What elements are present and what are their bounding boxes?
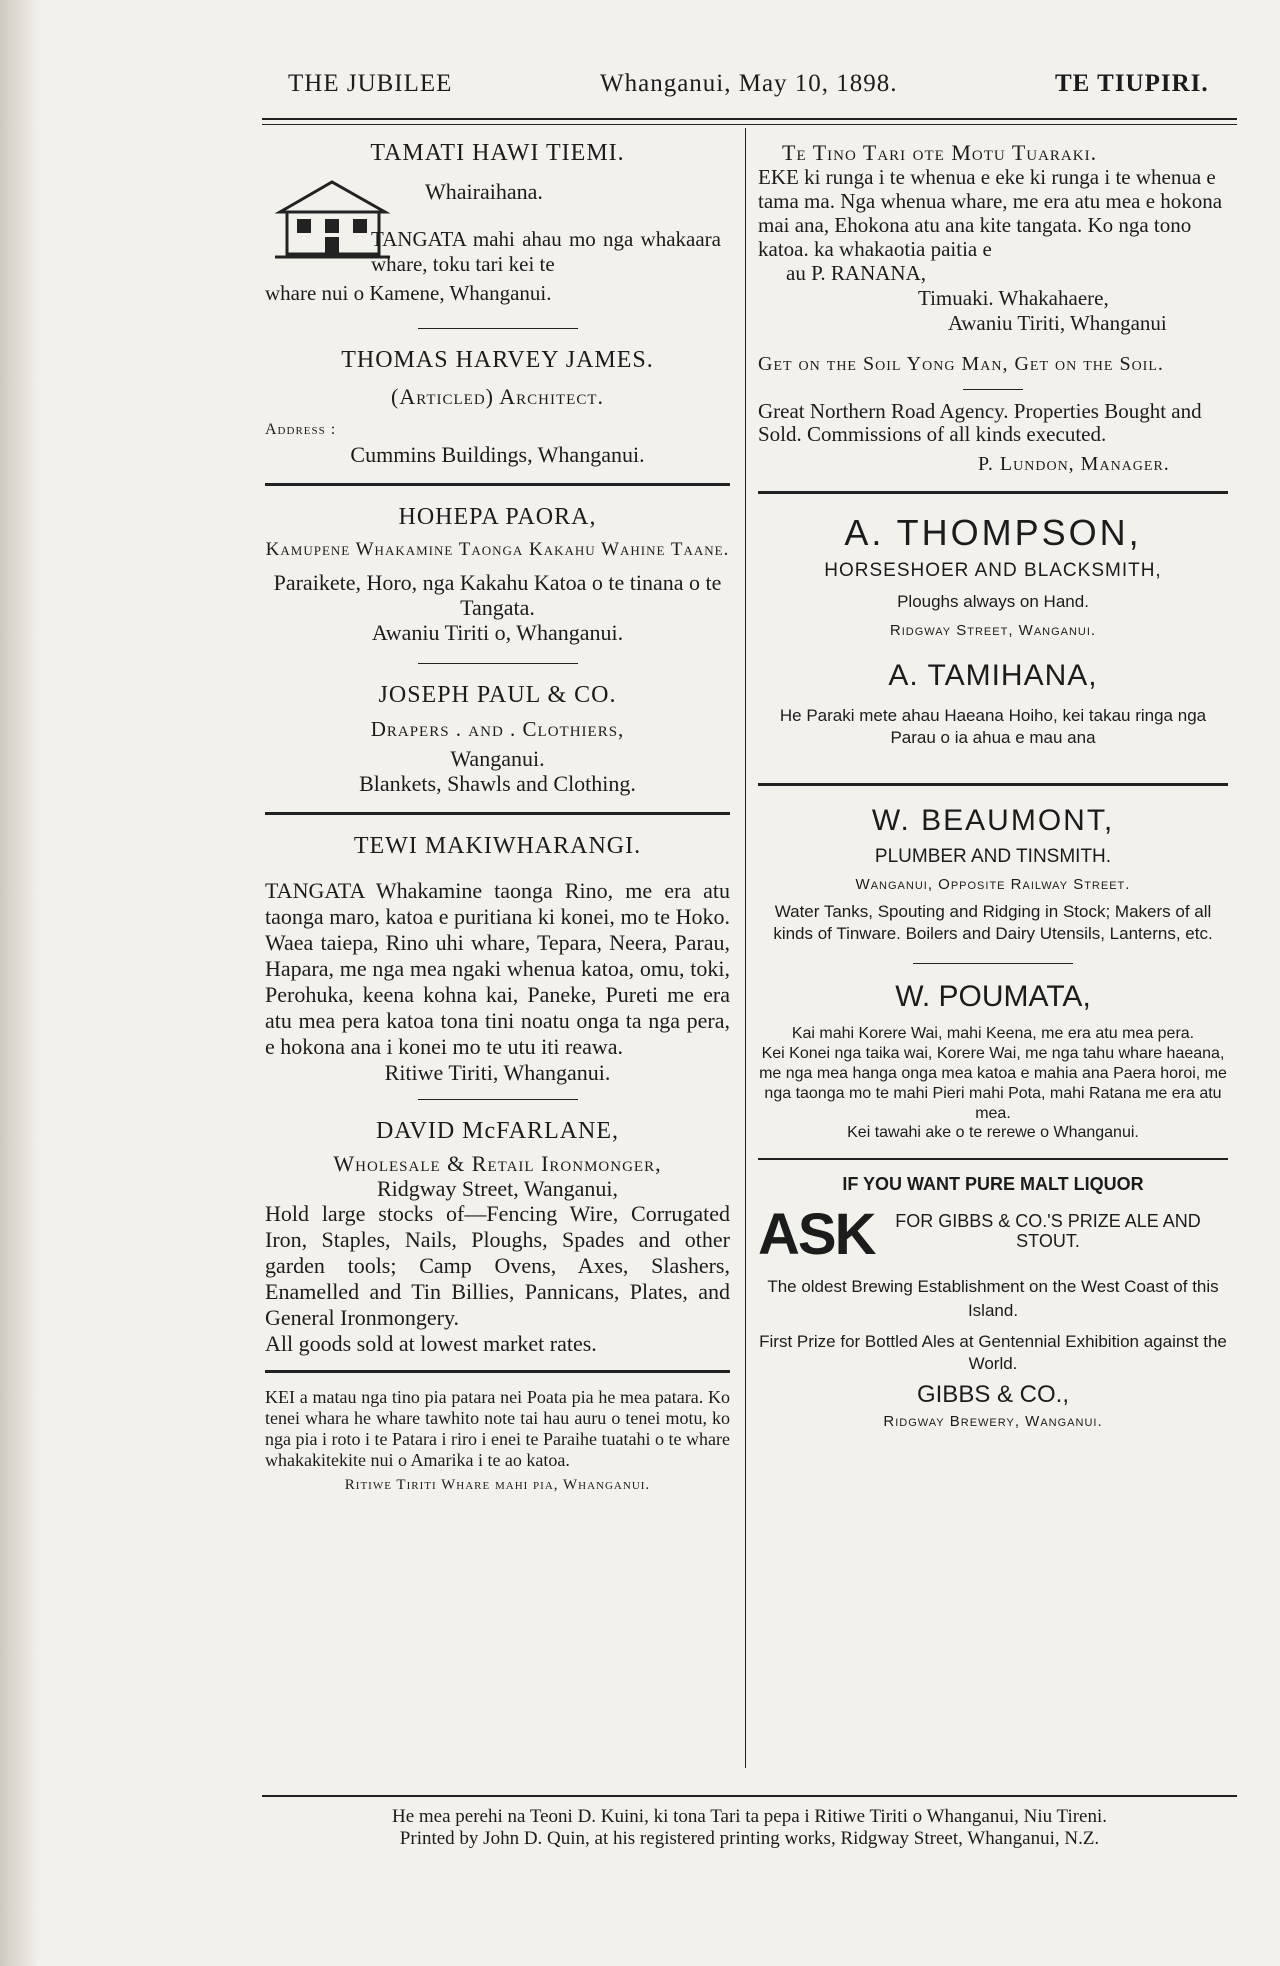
ad-title: Get on the Soil Yong Man, Get on the Soil. <box>758 353 1164 375</box>
ad-footer: All goods sold at lowest market rates. <box>265 1331 597 1356</box>
ad-title: W. POUMATA, <box>895 980 1091 1013</box>
right-column <box>758 140 1228 1430</box>
ad-body-2: au P. RANANA, <box>786 261 927 285</box>
ad-kei <box>265 1387 730 1494</box>
ad-te-tino-tari <box>758 140 1228 336</box>
ad-location: Whairaihana. <box>425 179 543 204</box>
ad-title: DAVID McFARLANE, <box>375 1118 620 1144</box>
ad-body: Water Tanks, Spouting and Ridging in Stock; Makers of all kinds of Tinware. Boilers and Dairy Utensils, Lanterns, etc. <box>773 902 1213 943</box>
imprint-line-2: Printed by John D. Quin, at his registered printing works, Ridgway Street, Whanganui, N.Z. <box>399 1828 1100 1849</box>
ad-body: Kai mahi Korere Wai, mahi Keena, me era atu mea pera. <box>791 1025 1195 1042</box>
ad-signature: P. Lundon, Manager. <box>978 453 1170 475</box>
ad-thompson <box>758 512 1228 639</box>
ad-title: A. THOMPSON, <box>844 512 1142 553</box>
ad-address: Wanganui, Opposite Railway Street. <box>855 876 1131 893</box>
ad-address: Awaniu Tiriti o, Whanganui. <box>371 620 624 645</box>
ad-tewi <box>265 833 730 1085</box>
masthead-title: THE JUBILEE <box>288 70 453 97</box>
ad-address: Ritiwe Tiriti, Whanganui. <box>384 1060 611 1085</box>
ad-joseph-paul <box>265 682 730 796</box>
ad-offer: FOR GIBBS & CO.'S PRIZE ALE AND STOUT. <box>895 1211 1201 1251</box>
ad-title: JOSEPH PAUL & CO. <box>378 682 617 708</box>
ad-get-on-soil <box>758 352 1228 477</box>
ad-address: Ridgway Street, Wanganui. <box>889 622 1097 639</box>
ad-body: He Paraki mete ahau Haeana Hoiho, kei takau ringa nga Parau o ia ahua e mau ana <box>779 706 1207 747</box>
ad-body: Paraikete, Horo, nga Kakahu Katoa o te tinana o te Tangata. <box>273 570 722 620</box>
ad-title: THOMAS HARVEY JAMES. <box>341 347 654 373</box>
ad-hohepa <box>265 504 730 645</box>
ad-body: Great Northern Road Agency. Properties Bought and Sold. Commissions of all kinds executed. <box>758 399 1202 446</box>
ad-subtitle: PLUMBER AND TINSMITH. <box>874 846 1112 867</box>
masthead-date: Whanganui, May 10, 1898. <box>600 70 898 97</box>
header-rule <box>262 118 1237 120</box>
ad-subtitle: Wholesale & Retail Ironmonger, <box>333 1151 662 1176</box>
ad-body: TANGATA Whakamine taonga Rino, me era atu taonga maro, katoa e puritiana ki konei, mo te Hoko. Waea taiepa, Rino uhi whare, Tepara, Neera, Parau, Hapara, me nga mea ngaki whenua katoa, omu, toki, Perohuka, keena kohna kai, Paneke, Pureti me era atu mea pera katoa tona tini noatu onga ta nga pera, e hokona ana i konei mo te utu iti reawa. <box>265 878 730 1059</box>
ad-title: A. TAMIHANA, <box>888 659 1098 692</box>
ad-ask: ASK <box>758 1202 875 1267</box>
imprint-line-1: He mea perehi na Teoni D. Kuini, ki tona Tari ta pepa i Ritiwe Tiriti o Whanganui, Niu Tireni. <box>391 1806 1108 1827</box>
ad-title: TAMATI HAWI TIEMI. <box>370 140 625 166</box>
ad-body: Hold large stocks of—Fencing Wire, Corrugated Iron, Staples, Nails, Ploughs, Spades and other garden tools; Camp Ovens, Axes, Slashers, Enamelled and Tin Billies, Pannicans, Plates, and General Ironmongery. <box>265 1201 730 1330</box>
left-column <box>265 140 730 1494</box>
ad-subtitle: Drapers . and . Clothiers, <box>370 717 625 741</box>
ad-mcfarlane <box>265 1118 730 1356</box>
masthead-page: TE TIUPIRI. <box>1055 70 1209 97</box>
column-divider <box>745 128 746 1768</box>
ad-address: Ridgway Street, Wanganui, <box>376 1176 618 1201</box>
ad-address-label: Address : <box>265 421 337 438</box>
ad-headline: IF YOU WANT PURE MALT LIQUOR <box>842 1174 1144 1194</box>
ad-signature: GIBBS & CO., <box>916 1381 1070 1408</box>
ad-address: Ridgway Brewery, Wanganui. <box>883 1413 1103 1430</box>
ad-body-2: First Prize for Bottled Ales at Gentennial Exhibition against the World. <box>759 1332 1227 1373</box>
ad-body: EKE ki runga i te whenua e eke ki runga i te whenua e tama ma. Nga whenua whare, me era atu mea e hokona mai ana, Ehokona atu ana kite tangata. Ko nga tono katoa. ka whakaotia paitia e <box>758 165 1223 261</box>
ad-location: Wanganui. <box>450 746 545 771</box>
ad-body: Blankets, Shawls and Clothing. <box>359 771 636 796</box>
ad-title: W. BEAUMONT, <box>871 804 1115 837</box>
ad-signature: Timuaki. Whakahaere, <box>918 286 1109 310</box>
ad-address: Kei tawahi ake o te rerewe o Whanganui. <box>847 1124 1139 1141</box>
ad-body: The oldest Brewing Establishment on the West Coast of this Island. <box>767 1277 1219 1320</box>
ad-address: Awaniu Tiriti, Whanganui <box>948 311 1167 335</box>
ad-subtitle: HORSESHOER AND BLACKSMITH, <box>824 560 1162 581</box>
ad-subtitle: (Articled) Architect. <box>391 384 604 409</box>
header-rule-2 <box>262 124 1237 125</box>
ad-body: Ploughs always on Hand. <box>897 592 1089 611</box>
ad-tamati <box>265 140 730 306</box>
ad-address: Ritiwe Tiriti Whare mahi pia, Whanganui. <box>344 1477 651 1493</box>
ad-thomas-james <box>265 347 730 467</box>
ad-title: TEWI MAKIWHARANGI. <box>353 833 642 859</box>
ad-body: KEI a matau nga tino pia patara nei Poata pia he mea patara. Ko tenei whara he whare tawhito note tai hau auru o tenei motu, ko nga pia i roto i te Patara i riro i enei te Paraihe tuatahi o te whare whakakitekite nui o Amarika i te ao katoa. <box>265 1387 730 1470</box>
scan-edge <box>0 0 40 1966</box>
ad-tamihana <box>758 659 1228 749</box>
footer-rule <box>262 1795 1237 1797</box>
ad-title: HOHEPA PAORA, <box>398 504 597 530</box>
ad-gibbs <box>758 1174 1228 1430</box>
ad-beaumont <box>758 804 1228 945</box>
ad-poumata <box>758 980 1228 1142</box>
ad-body-2: Kei Konei nga taika wai, Korere Wai, me nga tahu whare haeana, me nga mea hanga onga mea katoa e mahia ana Paera horoi, me nga taonga mo te mahi Pieri mahi Pota, mahi Ratana me era atu mea. <box>759 1045 1227 1122</box>
ad-title: Te Tino Tari ote Motu Tuaraki. <box>782 140 1098 165</box>
ad-body-end: whare nui o Kamene, Whanganui. <box>265 281 552 305</box>
ad-address: Cummins Buildings, Whanganui. <box>350 442 645 467</box>
ad-subtitle: Kamupene Whakamine Taonga Kakahu Wahine Taane. <box>265 539 730 560</box>
ad-body: TANGATA mahi ahau mo nga whakaara whare, toku tari kei te <box>371 227 721 276</box>
